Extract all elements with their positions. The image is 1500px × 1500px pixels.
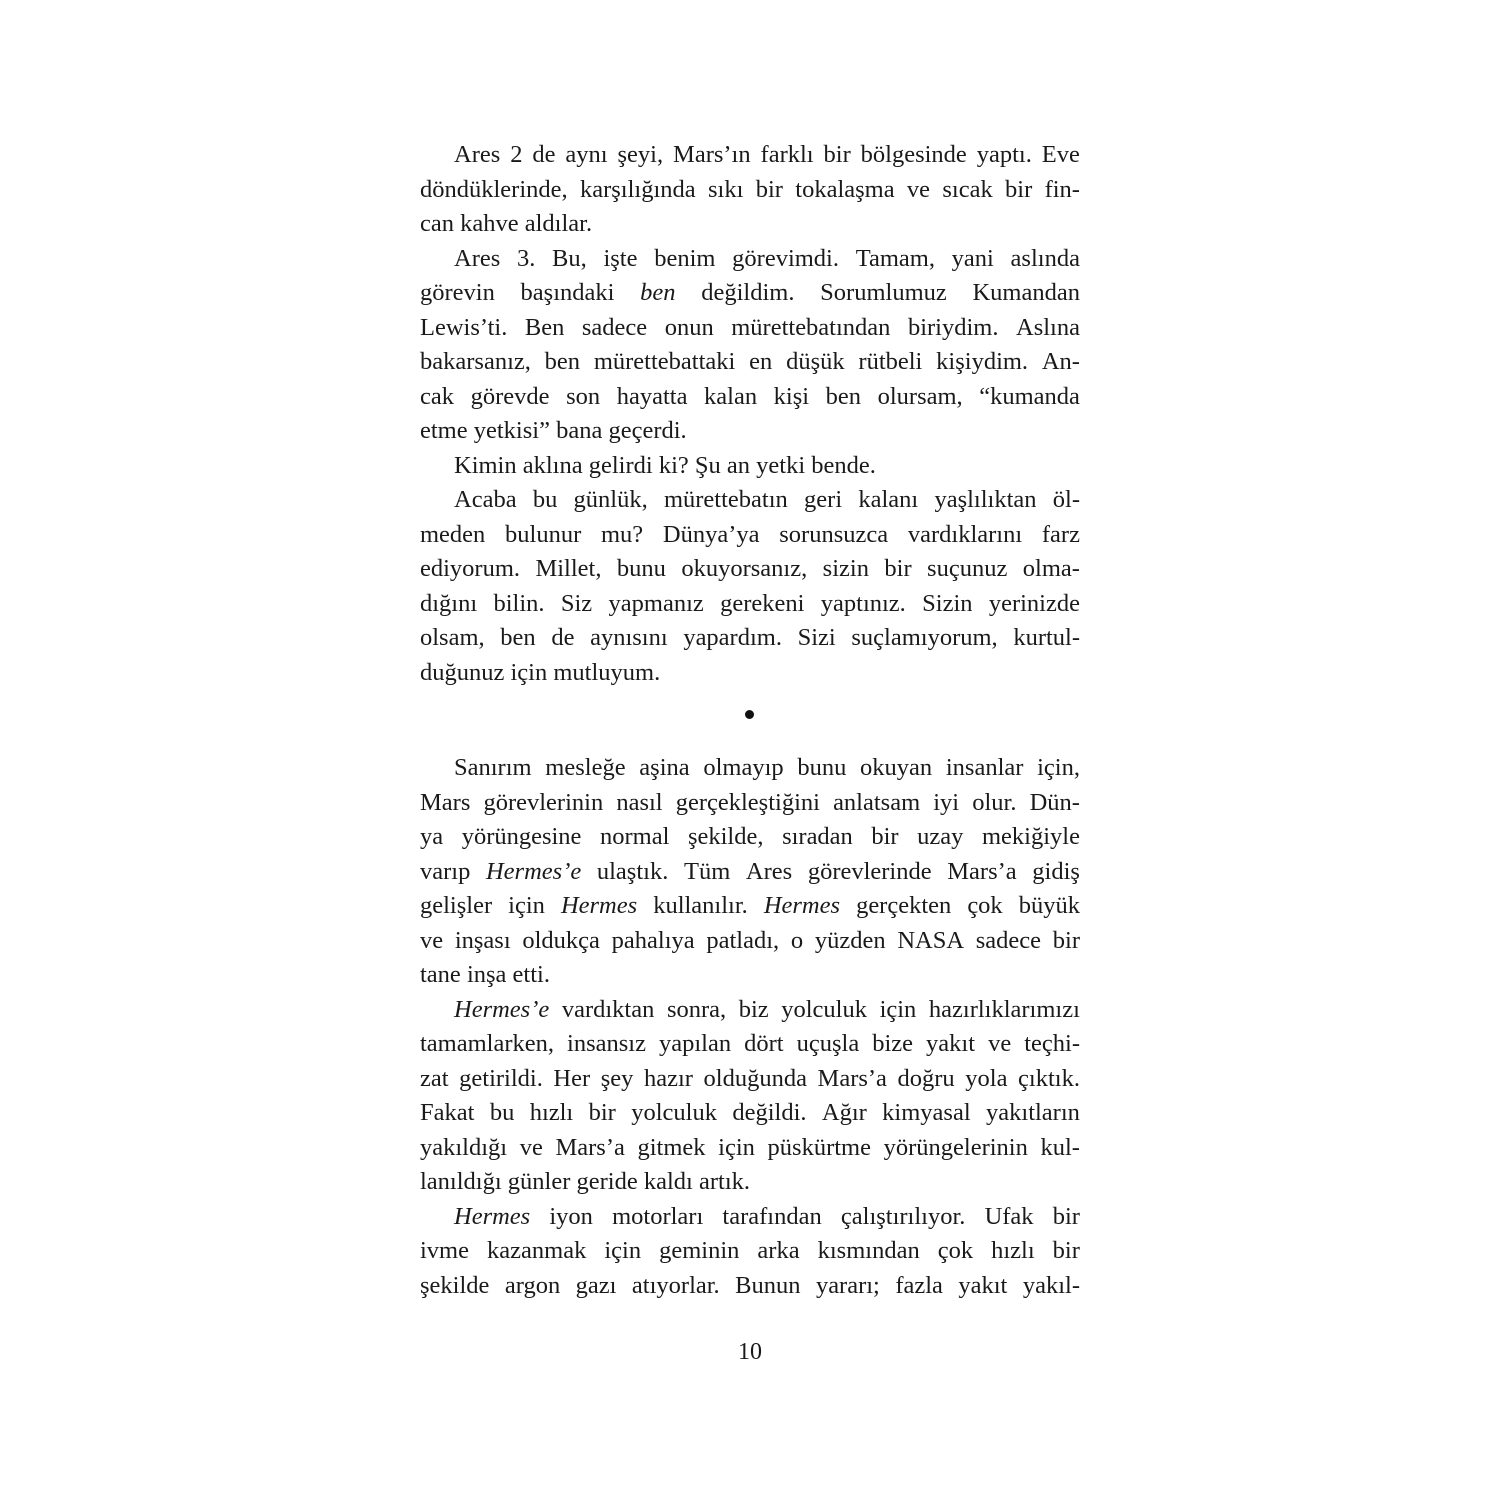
text-line: Lewis’ti. Ben sadece onun mürettebatından biriydim. Aslına xyxy=(420,313,1080,341)
text-line: ya yörüngesine normal şekilde, sıradan bir uzay mekiğiyle xyxy=(420,823,1080,850)
text-line: döndüklerinde, karşılığında sıkı bir tokalaşma ve sıcak bir fin- xyxy=(420,175,1080,203)
text-line: cak görevde son hayatta kalan kişi ben olursam, “kumanda xyxy=(420,382,1080,410)
text-line: dığını bilin. Siz yapmanız gerekeni yaptınız. Sizin yerinizde xyxy=(420,589,1080,617)
text-line: can kahve aldılar. xyxy=(420,210,593,237)
text-line: lanıldığı günler geride kaldı artık. xyxy=(420,1168,751,1195)
page-text-lower xyxy=(420,751,1080,1303)
paragraph xyxy=(420,1200,1080,1304)
paragraph xyxy=(420,483,1080,690)
text-line: ve inşası oldukça pahalıya patladı, o yüzden NASA sadece bir xyxy=(420,926,1080,954)
paragraph xyxy=(420,242,1080,449)
text-line: bakarsanız, ben mürettebattaki en düşük rütbeli kişiydim. An- xyxy=(420,348,1080,375)
text-line: ediyorum. Millet, bunu okuyorsanız, sizin bir suçunuz olma- xyxy=(420,555,1080,582)
text-line: Sanırım mesleğe aşina olmayıp bunu okuyan insanlar için, xyxy=(454,754,1080,781)
paragraph xyxy=(420,138,1080,242)
text-line: olsam, ben de aynısını yapardım. Sizi suçlamıyorum, kurtul- xyxy=(420,624,1080,651)
text-line: duğunuz için mutluyum. xyxy=(420,658,661,686)
text-line: yakıldığı ve Mars’a gitmek için püskürtme yörüngelerinin kul- xyxy=(420,1133,1080,1161)
text-line: Kimin aklına gelirdi ki? Şu an yetki bende. xyxy=(454,451,876,479)
text-line: tamamlarken, insansız yapılan dört uçuşla bize yakıt ve teçhi- xyxy=(420,1030,1080,1057)
text-line: şekilde argon gazı atıyorlar. Bunun yararı; fazla yakıt yakıl- xyxy=(420,1271,1080,1299)
section-break-dot xyxy=(745,710,754,719)
text-line: tane inşa etti. xyxy=(420,961,550,988)
text-line: Hermes’e vardıktan sonra, biz yolculuk için hazırlıklarımızı xyxy=(454,995,1080,1023)
text-line: Ares 3. Bu, işte benim görevimdi. Tamam, yani aslında xyxy=(454,244,1080,272)
text-line: gelişler için Hermes kullanılır. Hermes gerçekten çok büyük xyxy=(420,892,1080,919)
paragraph xyxy=(420,993,1080,1200)
text-line: Mars görevlerinin nasıl gerçekleştiğini anlatsam iyi olur. Dün- xyxy=(420,788,1080,816)
text-line: Acaba bu günlük, mürettebatın geri kalanı yaşlılıktan öl- xyxy=(454,486,1080,513)
paragraph xyxy=(420,751,1080,993)
text-line: varıp Hermes’e ulaştık. Tüm Ares görevlerinde Mars’a gidiş xyxy=(420,857,1080,885)
text-line: meden bulunur mu? Dünya’ya sorunsuzca vardıklarını farz xyxy=(420,520,1080,548)
text-line: görevin başındaki ben değildim. Sorumlumuz Kumandan xyxy=(420,279,1080,306)
page-number: 10 xyxy=(738,1339,762,1365)
text-line: ivme kazanmak için geminin arka kısmından çok hızlı bir xyxy=(420,1237,1080,1264)
text-line: zat getirildi. Her şey hazır olduğunda Mars’a doğru yola çıktık. xyxy=(420,1064,1080,1092)
text-line: etme yetkisi” bana geçerdi. xyxy=(420,417,687,444)
text-line: Fakat bu hızlı bir yolculuk değildi. Ağır kimyasal yakıtların xyxy=(420,1099,1080,1126)
text-line: Hermes iyon motorları tarafından çalıştırılıyor. Ufak bir xyxy=(454,1202,1080,1230)
paragraph xyxy=(420,449,1080,484)
text-line: Ares 2 de aynı şeyi, Mars’ın farklı bir bölgesinde yaptı. Eve xyxy=(454,141,1080,168)
page-text-upper xyxy=(420,138,1080,690)
